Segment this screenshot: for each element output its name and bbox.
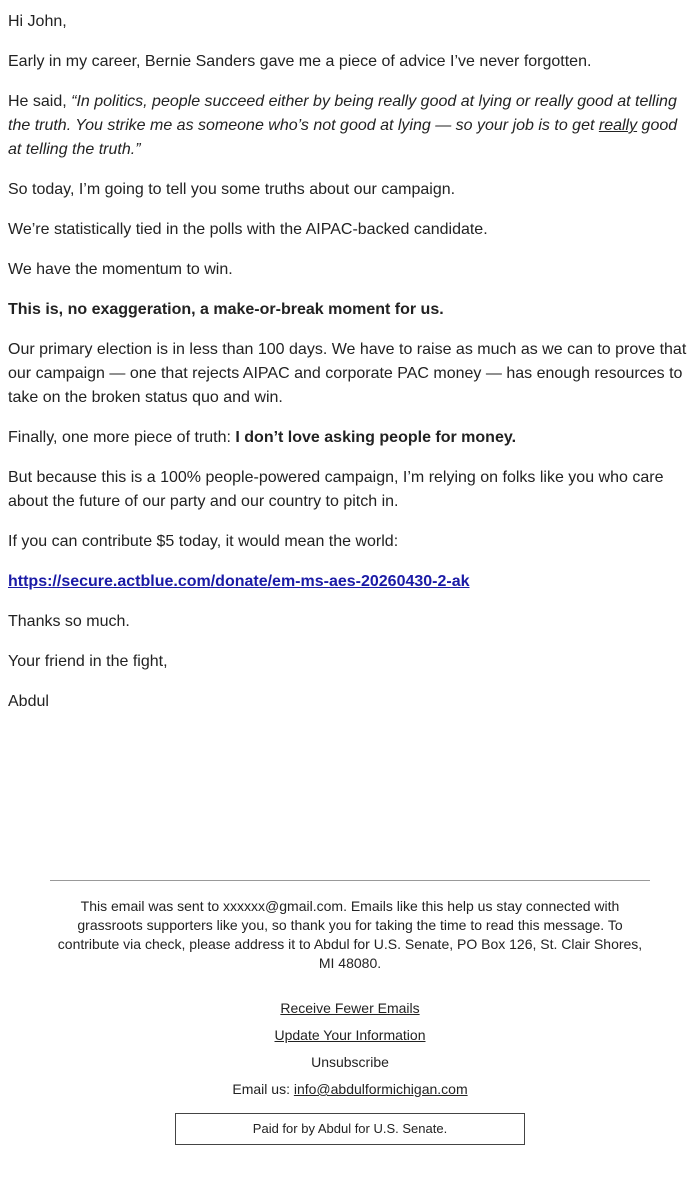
paragraph-closing: Your friend in the fight,	[8, 653, 168, 670]
contact-prefix: Email us:	[232, 1081, 294, 1097]
footer-link-row-fewer	[50, 995, 650, 1022]
paragraph-thanks: Thanks so much.	[8, 613, 130, 630]
donate-link[interactable]: https://secure.actblue.com/donate/em-ms-aes-20260430-2-ak	[8, 573, 470, 590]
quote-text-after: good at telling the truth.”	[8, 117, 678, 158]
receive-fewer-emails-link[interactable]: Receive Fewer Emails	[280, 1000, 420, 1016]
paragraph-polls: We’re statistically tied in the polls with the AIPAC-backed candidate.	[8, 221, 488, 238]
paragraph-money	[8, 426, 692, 450]
paragraph-primary: Our primary election is in less than 100 days. We have to raise as much as we can to prove that our campaign — one that rejects AIPAC and corporate PAC money — has enough resources to take on the broken status quo and win.	[8, 341, 687, 406]
money-bold: I don’t love asking people for money.	[235, 429, 517, 446]
money-prefix: Finally, one more piece of truth:	[8, 429, 236, 446]
paid-for-disclaimer: Paid for by Abdul for U.S. Senate.	[175, 1113, 525, 1145]
email-body	[8, 10, 692, 730]
signature: Abdul	[8, 693, 49, 710]
paragraph-advice: Early in my career, Bernie Sanders gave me a piece of advice I’ve never forgotten.	[8, 53, 592, 70]
donate-link-paragraph	[8, 570, 692, 594]
quote-underlined-word: really	[598, 117, 638, 134]
footer-contact-row	[50, 1076, 650, 1103]
footer-notice: This email was sent to xxxxxx@gmail.com. Emails like this help us stay connected with grassroots supporters like you, so thank you for taking the time to read this message. To contribute via check, please address it to Abdul for U.S. Senate, PO Box 126, St. Clair Shores, MI 48080.	[57, 898, 643, 971]
greeting: Hi John,	[8, 13, 67, 30]
email-footer	[50, 880, 650, 1145]
paragraph-momentum: We have the momentum to win.	[8, 261, 233, 278]
contact-email-link[interactable]: info@abdulformichigan.com	[293, 1081, 468, 1097]
footer-link-row-update	[50, 1022, 650, 1049]
unsubscribe-link[interactable]: Unsubscribe	[311, 1054, 389, 1070]
paragraph-make-or-break: This is, no exaggeration, a make-or-break moment for us.	[8, 301, 444, 318]
paragraph-people-powered: But because this is a 100% people-powered campaign, I’m relying on folks like you who care about the future of our party and our country to pitch in.	[8, 469, 664, 510]
update-information-link[interactable]: Update Your Information	[274, 1027, 426, 1043]
paragraph-truths: So today, I’m going to tell you some truths about our campaign.	[8, 181, 456, 198]
paragraph-quote	[8, 90, 692, 162]
quote-text	[8, 93, 677, 158]
footer-links	[50, 995, 650, 1103]
paragraph-contribute: If you can contribute $5 today, it would mean the world:	[8, 533, 399, 550]
quote-text-before: “In politics, people succeed either by being really good at lying or really good at telling the truth. You strike me as someone who’s not good at lying — so your job is to get	[8, 93, 677, 134]
quote-prefix: He said,	[8, 93, 72, 110]
